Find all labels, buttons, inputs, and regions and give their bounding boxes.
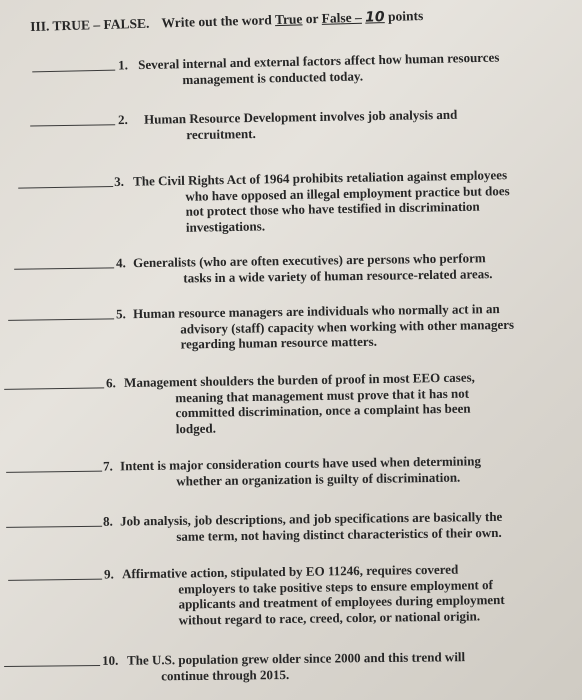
question-item [0,300,582,352]
question-line: continue through 2015. [161,666,290,683]
points-label: points [387,8,424,24]
instruction-or: or [305,10,319,27]
question-line: whether an organization is guilty of discrimination. [176,469,461,489]
question-item [0,560,582,628]
question-line: investigations. [185,217,266,235]
question-line: committed discrimination, once a complaint has been [175,400,471,421]
question-number: 9. [103,566,114,582]
question-text [138,50,500,89]
question-item [0,166,582,235]
answer-blank[interactable] [6,526,102,528]
answer-blank[interactable] [8,318,114,320]
question-text [122,561,505,628]
question-item [0,249,582,285]
points-value: 10 [364,9,385,26]
answer-blank[interactable] [14,267,114,269]
question-line: same term, not having distinct characteristics of their own. [176,524,502,544]
question-line: The Civil Rights Act of 1964 prohibits retaliation against employees [132,167,508,189]
question-number: 1. [117,57,129,73]
question-line: Management shoulders the burden of proof in most EEO cases, [123,369,475,391]
question-line: Affirmative action, stipulated by EO 11246, requires covered [121,561,459,582]
question-number: 7. [102,458,113,474]
word-true: True [274,11,303,28]
question-line: tasks in a wide variety of human resource-related areas. [183,265,493,285]
question-line: Generalists (who are often executives) are persons who perform [132,250,486,271]
question-line: regarding human resource matters. [180,333,378,352]
question-number: 4. [115,255,126,271]
question-line: who have opposed an illegal employment practice but does [185,182,510,204]
question-line: Intent is major consideration courts have used when determining [119,453,482,474]
question-number: 8. [102,513,113,529]
question-text [120,453,481,489]
answer-blank[interactable] [18,186,113,189]
question-number: 2. [117,111,128,128]
question-line: lodged. [175,420,217,436]
instruction-text: Write out the word [161,12,273,31]
question-text [138,107,458,143]
question-line: Job analysis, job descriptions, and job specifications are basically the [119,508,503,529]
question-line: applicants and treatment of employees during employment [178,591,505,612]
question-line: management is conducted today. [182,67,364,87]
section-title: III. TRUE – FALSE. [30,15,150,34]
answer-blank[interactable] [8,579,102,581]
question-item [0,368,582,436]
answer-blank[interactable] [32,70,115,73]
question-line: employers to take positive steps to ensure employment of [178,576,493,597]
question-line: The U.S. population grew older since 2000 and this trend will [126,649,466,668]
question-line: Human Resource Development involves job analysis and [143,106,458,127]
question-item [0,452,582,489]
question-text [133,301,514,353]
question-item [0,48,582,87]
question-line: Human resource managers are individuals who normally act in an [132,301,500,322]
answer-blank[interactable] [4,665,100,667]
question-line: Several internal and external factors affect how human resources [137,49,500,73]
question-text [127,649,465,684]
answer-blank[interactable] [6,471,102,473]
question-text [133,250,493,286]
question-number: 6. [105,375,116,391]
answer-blank[interactable] [30,124,115,126]
question-line: not protect those who have testified in discrimination [185,198,480,219]
word-false: False – [321,9,362,26]
question-line: recruitment. [186,125,256,142]
question-line: without regard to race, creed, color, or national origin. [178,607,481,628]
question-number: 5. [115,306,126,322]
question-number: 10. [101,652,119,668]
question-item [0,648,582,683]
question-line: advisory (staff) capacity when working with other managers [180,316,515,336]
answer-blank[interactable] [4,387,104,390]
question-number: 3. [113,173,124,190]
question-item [0,105,582,142]
question-text [120,509,503,545]
question-line: meaning that management must prove that it has not [175,385,470,405]
question-item [0,508,582,544]
question-text [124,370,476,438]
question-text [133,167,510,236]
section-header [30,4,570,35]
